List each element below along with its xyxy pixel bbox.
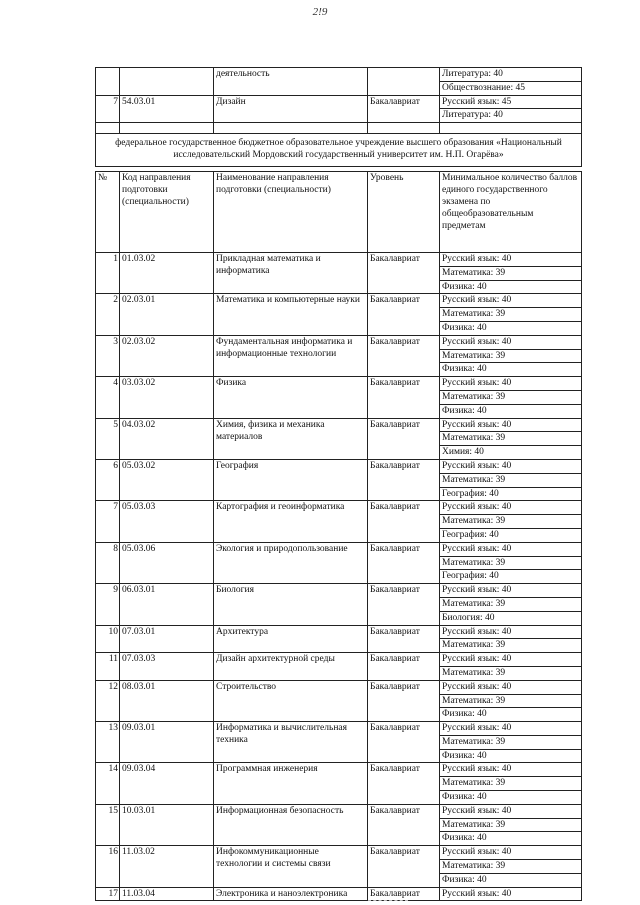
min-score: Русский язык: 40 [440, 680, 582, 694]
min-score: Физика: 40 [440, 708, 582, 722]
table-row [96, 584, 582, 598]
table-row [96, 335, 582, 349]
education-level: Бакалавриат [368, 887, 440, 901]
table-row [96, 625, 582, 639]
min-score: Физика: 40 [440, 832, 582, 846]
min-score: Физика: 40 [440, 873, 582, 887]
min-score: Русский язык: 40 [440, 542, 582, 556]
header-code: Код направления подготовки (специальности) [120, 172, 214, 253]
table-row [96, 846, 582, 860]
min-score: Математика: 39 [440, 390, 582, 404]
education-level: Бакалавриат [368, 253, 440, 294]
header-num: № [96, 172, 120, 253]
row-number: 10 [96, 625, 120, 653]
education-level: Бакалавриат [368, 653, 440, 681]
min-score: Русский язык: 40 [440, 418, 582, 432]
row-number: 3 [96, 335, 120, 376]
table-row [96, 459, 582, 473]
education-level: Бакалавриат [368, 625, 440, 653]
min-score: Литература: 40 [440, 68, 582, 82]
direction-code: 10.03.01 [120, 804, 214, 845]
min-score: Физика: 40 [440, 749, 582, 763]
min-score: Биология: 40 [440, 611, 582, 625]
org-title-row [96, 134, 582, 167]
row-number: 17 [96, 887, 120, 901]
table-row [96, 501, 582, 515]
table-row [96, 804, 582, 818]
row-number: 7 [96, 501, 120, 542]
min-score: Русский язык: 40 [440, 625, 582, 639]
min-score: Русский язык: 45 [440, 95, 582, 109]
education-level [368, 68, 440, 96]
min-score: Математика: 39 [440, 694, 582, 708]
direction-code: 07.03.01 [120, 625, 214, 653]
direction-name: Дизайн архитектурной среды [214, 653, 368, 681]
min-score: Математика: 39 [440, 473, 582, 487]
direction-code: 01.03.02 [120, 253, 214, 294]
education-level: Бакалавриат [368, 722, 440, 763]
min-score: Русский язык: 40 [440, 846, 582, 860]
direction-code: 05.03.02 [120, 459, 214, 500]
row-number: 8 [96, 542, 120, 583]
direction-name: Информатика и вычислительная техника [214, 722, 368, 763]
direction-name: Инфокоммуникационные технологии и системы связи [214, 846, 368, 887]
row-number: 11 [96, 653, 120, 681]
education-level: Бакалавриат [368, 377, 440, 418]
direction-code: 07.03.03 [120, 653, 214, 681]
direction-name: деятельность [214, 68, 368, 96]
direction-code: 08.03.01 [120, 680, 214, 721]
organization-title: федеральное государственное бюджетное образовательное учреждение высшего образования «Национальный исследовательский Мордовский государственный университет им. Н.П. Огарёва» [96, 134, 582, 167]
page-number: 2!9 [312, 6, 328, 18]
direction-code: 02.03.01 [120, 294, 214, 335]
min-score: География: 40 [440, 570, 582, 584]
min-score: Русский язык: 40 [440, 804, 582, 818]
direction-code: 05.03.03 [120, 501, 214, 542]
row-number: 14 [96, 763, 120, 804]
table-row [96, 542, 582, 556]
min-score: Химия: 40 [440, 446, 582, 460]
direction-name: Экология и природопользование [214, 542, 368, 583]
min-score: Математика: 39 [440, 777, 582, 791]
row-number: 13 [96, 722, 120, 763]
min-score: Математика: 39 [440, 735, 582, 749]
min-score: Русский язык: 40 [440, 722, 582, 736]
direction-name: Программная инженерия [214, 763, 368, 804]
row-number: 12 [96, 680, 120, 721]
education-level: Бакалавриат [368, 542, 440, 583]
table-row [96, 68, 582, 82]
direction-code: 02.03.02 [120, 335, 214, 376]
direction-name: Дизайн [214, 95, 368, 123]
min-score: Обществознание: 45 [440, 81, 582, 95]
direction-name: Электроника и наноэлектроника [214, 887, 368, 901]
scan-artifact-line [368, 900, 408, 901]
min-score: Физика: 40 [440, 791, 582, 805]
direction-name: Фундаментальная информатика и информационные технологии [214, 335, 368, 376]
min-score: Математика: 39 [440, 597, 582, 611]
min-score: Физика: 40 [440, 321, 582, 335]
direction-name: Информационная безопасность [214, 804, 368, 845]
direction-name: Строительство [214, 680, 368, 721]
blank-cell [368, 123, 440, 134]
min-score: Русский язык: 40 [440, 763, 582, 777]
header-name: Наименование направления подготовки (специальности) [214, 172, 368, 253]
min-score: Математика: 39 [440, 349, 582, 363]
direction-code: 11.03.02 [120, 846, 214, 887]
min-score: Математика: 39 [440, 432, 582, 446]
min-score: Русский язык: 40 [440, 335, 582, 349]
direction-code: 05.03.06 [120, 542, 214, 583]
row-number: 16 [96, 846, 120, 887]
min-score: Математика: 39 [440, 308, 582, 322]
min-score: Математика: 39 [440, 860, 582, 874]
min-score: Русский язык: 40 [440, 501, 582, 515]
table-row [96, 653, 582, 667]
direction-code: 09.03.04 [120, 763, 214, 804]
direction-code: 03.03.02 [120, 377, 214, 418]
education-level: Бакалавриат [368, 294, 440, 335]
direction-name: Химия, физика и механика материалов [214, 418, 368, 459]
min-score: Математика: 39 [440, 666, 582, 680]
direction-name: Архитектура [214, 625, 368, 653]
education-level: Бакалавриат [368, 804, 440, 845]
table-row [96, 763, 582, 777]
education-level: Бакалавриат [368, 584, 440, 625]
table-row [96, 377, 582, 391]
min-score: Физика: 40 [440, 404, 582, 418]
min-score: Русский язык: 40 [440, 887, 582, 901]
direction-code: 04.03.02 [120, 418, 214, 459]
table-row [96, 294, 582, 308]
header-scores: Минимальное количество баллов единого государственного экзамена по общеобразовательным предметам [440, 172, 582, 253]
education-level: Бакалавриат [368, 335, 440, 376]
min-score: Русский язык: 40 [440, 253, 582, 267]
min-score: Русский язык: 40 [440, 294, 582, 308]
table-row [96, 95, 582, 109]
row-number: 4 [96, 377, 120, 418]
education-level: Бакалавриат [368, 501, 440, 542]
min-score: Русский язык: 40 [440, 653, 582, 667]
direction-name: Математика и компьютерные науки [214, 294, 368, 335]
min-score: Математика: 39 [440, 639, 582, 653]
direction-code: 11.03.04 [120, 887, 214, 901]
blank-cell [214, 123, 368, 134]
previous-section-table [95, 67, 582, 167]
direction-code: 54.03.01 [120, 95, 214, 123]
direction-name: Прикладная математика и информатика [214, 253, 368, 294]
row-number: 2 [96, 294, 120, 335]
education-level: Бакалавриат [368, 95, 440, 123]
education-level: Бакалавриат [368, 418, 440, 459]
row-number: 9 [96, 584, 120, 625]
direction-name: Физика [214, 377, 368, 418]
blank-row [96, 123, 582, 134]
table-header-row [96, 172, 582, 253]
education-level: Бакалавриат [368, 459, 440, 500]
row-number: 7 [96, 95, 120, 123]
direction-code [120, 68, 214, 96]
blank-cell [120, 123, 214, 134]
previous-section-body [96, 68, 582, 167]
min-score: География: 40 [440, 487, 582, 501]
row-number: 6 [96, 459, 120, 500]
education-level: Бакалавриат [368, 763, 440, 804]
admission-scores-table [95, 171, 582, 901]
min-score: Математика: 39 [440, 515, 582, 529]
blank-cell [440, 123, 582, 134]
row-number: 15 [96, 804, 120, 845]
min-score: Математика: 39 [440, 556, 582, 570]
min-score: Математика: 39 [440, 266, 582, 280]
direction-name: Картография и геоинформатика [214, 501, 368, 542]
row-number: 5 [96, 418, 120, 459]
education-level: Бакалавриат [368, 846, 440, 887]
min-score: Физика: 40 [440, 280, 582, 294]
min-score: Физика: 40 [440, 363, 582, 377]
min-score: Математика: 39 [440, 818, 582, 832]
min-score: Русский язык: 40 [440, 459, 582, 473]
admission-scores-body [96, 172, 582, 901]
education-level: Бакалавриат [368, 680, 440, 721]
min-score: География: 40 [440, 528, 582, 542]
min-score: Литература: 40 [440, 109, 582, 123]
row-number: 1 [96, 253, 120, 294]
table-row [96, 253, 582, 267]
direction-name: География [214, 459, 368, 500]
table-row [96, 887, 582, 901]
blank-cell [96, 123, 120, 134]
table-row [96, 418, 582, 432]
direction-name: Биология [214, 584, 368, 625]
row-number [96, 68, 120, 96]
direction-code: 06.03.01 [120, 584, 214, 625]
header-level: Уровень [368, 172, 440, 253]
table-row [96, 722, 582, 736]
min-score: Русский язык: 40 [440, 377, 582, 391]
table-row [96, 680, 582, 694]
direction-code: 09.03.01 [120, 722, 214, 763]
min-score: Русский язык: 40 [440, 584, 582, 598]
